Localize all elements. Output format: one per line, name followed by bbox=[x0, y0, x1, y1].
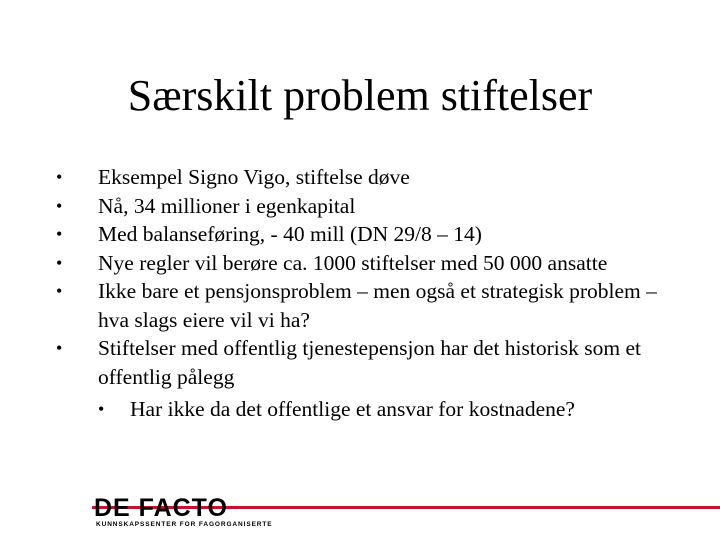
logo-wordmark bbox=[94, 493, 262, 519]
bullet-item bbox=[56, 192, 676, 221]
bullet-item bbox=[56, 220, 676, 249]
bullet-text: Ikke bare et pensjonsproblem – men også et strategisk problem – hva slags eiere vil vi ha? bbox=[98, 279, 657, 332]
bullet-text: Nå, 34 millioner i egenkapital bbox=[98, 193, 356, 218]
bullet-marker: • bbox=[56, 224, 63, 244]
slide-title: Særskilt problem stiftelser bbox=[127, 71, 593, 120]
logo-subtitle: KUNNSKAPSSENTER FOR FAGORGANISERTE bbox=[96, 521, 273, 528]
bullet-text: Stiftelser med offentlig tjenestepensjon har det historisk som et offentlig pålegg bbox=[98, 336, 641, 389]
logo-text: DE FACTO bbox=[94, 494, 228, 519]
bullet-item bbox=[56, 163, 676, 192]
sub-bullet-item bbox=[98, 395, 676, 424]
bullet-marker: • bbox=[98, 399, 105, 419]
bullet-text: Eksempel Signo Vigo, stiftelse døve bbox=[98, 165, 410, 189]
bullet-text: Nye regler vil berøre ca. 1000 stiftelser med 50 000 ansatte bbox=[98, 250, 608, 275]
bullet-marker: • bbox=[56, 252, 63, 273]
bullet-item bbox=[56, 277, 676, 334]
sub-bullet-text: Har ikke da det offentlige et ansvar for kostnadene? bbox=[130, 397, 575, 421]
bullet-marker: • bbox=[56, 281, 63, 301]
bullet-marker: • bbox=[56, 338, 63, 358]
bullet-item bbox=[56, 249, 676, 278]
de-facto-logo bbox=[94, 493, 262, 519]
bullet-marker: • bbox=[56, 195, 63, 216]
bullet-marker: • bbox=[56, 167, 63, 187]
bullet-text: Med balanseføring, - 40 mill (DN 29/8 – 14) bbox=[98, 222, 482, 246]
sub-bullet-list bbox=[98, 395, 676, 424]
bullet-item bbox=[56, 334, 676, 424]
bullet-list bbox=[56, 163, 676, 424]
